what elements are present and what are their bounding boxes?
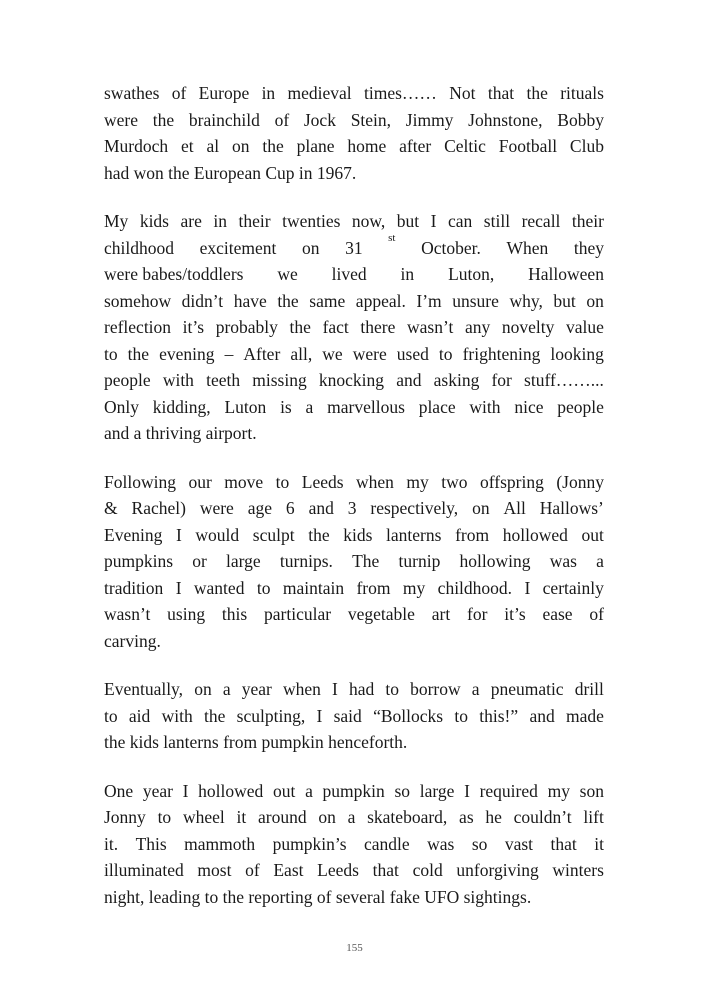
word: et: [181, 136, 194, 156]
word: had: [348, 679, 375, 699]
body-text: [104, 80, 604, 932]
text-line: had won the European Cup in 1967.: [104, 162, 357, 183]
word: large: [419, 780, 455, 801]
word: same: [309, 290, 346, 311]
word: can: [448, 211, 473, 231]
word: particular: [264, 604, 332, 624]
word: on: [318, 807, 336, 827]
word: when: [282, 679, 321, 699]
word: home: [347, 136, 387, 156]
word: lift: [583, 807, 604, 827]
word: value: [566, 317, 604, 337]
word: now,: [351, 211, 386, 231]
word: This: [135, 833, 167, 854]
word: October.: [421, 237, 481, 258]
word: brainchild: [188, 109, 260, 130]
word: kidding,: [152, 396, 211, 417]
word: Leeds: [317, 860, 359, 880]
word: Jonny: [104, 807, 146, 827]
word: nice: [514, 396, 544, 417]
word: used: [396, 343, 429, 364]
page-number: 155: [346, 942, 363, 954]
word: respectively,: [370, 498, 459, 518]
word: Evening: [104, 524, 163, 545]
word: Hallows’: [539, 498, 604, 518]
word: somehow: [104, 290, 172, 311]
word: Stein,: [350, 109, 392, 130]
word: would: [195, 524, 240, 545]
word: on: [472, 498, 490, 518]
word: turnip: [398, 551, 441, 571]
word: rituals: [560, 83, 604, 103]
text-line: [104, 804, 604, 831]
word: &: [104, 498, 118, 518]
word: a: [347, 807, 356, 827]
word: after: [399, 136, 432, 156]
paragraph: [104, 80, 604, 186]
word: why,: [509, 290, 543, 311]
word: reflection: [104, 317, 172, 337]
word: were: [352, 343, 387, 364]
text-line: [104, 831, 604, 858]
word: using: [167, 604, 206, 624]
word: didn’t: [181, 290, 224, 311]
text-line: [104, 231, 604, 262]
word: on: [301, 237, 320, 258]
word: Eventually,: [104, 679, 184, 699]
word: childhood: [104, 237, 174, 258]
text-line: [104, 469, 604, 496]
text-line: [104, 314, 604, 341]
word: so: [471, 833, 488, 854]
word: swathes: [104, 83, 160, 103]
word: The: [352, 551, 380, 571]
word: maintain: [282, 577, 345, 598]
word: pneumatic: [490, 679, 564, 699]
word: I: [175, 577, 182, 598]
paragraph: [104, 676, 604, 756]
word: certainly: [542, 577, 604, 598]
word: our: [188, 471, 212, 492]
word: and: [396, 370, 422, 390]
word: al: [206, 136, 220, 156]
word: from: [356, 577, 391, 598]
word: to: [104, 705, 118, 726]
word: son: [579, 780, 604, 801]
word: year: [241, 679, 272, 699]
word: couldn’t: [513, 807, 572, 827]
word: asking: [433, 370, 480, 390]
word: a: [596, 551, 604, 571]
word: the: [277, 290, 299, 311]
word: from: [455, 524, 490, 545]
word: my: [406, 471, 429, 492]
text-line: [104, 288, 604, 315]
ordinal-superscript: st: [388, 231, 396, 244]
word: it.: [104, 833, 119, 854]
word: East: [273, 860, 304, 880]
word: hollowed: [502, 524, 568, 545]
word: pumpkins: [104, 551, 174, 571]
word: (Jonny: [556, 471, 604, 492]
word: this!”: [479, 705, 519, 726]
word: as: [459, 807, 474, 827]
word: Halloween: [528, 264, 604, 284]
word: 31: [345, 237, 363, 258]
word: Club: [569, 136, 604, 156]
word: plane: [296, 136, 335, 156]
text-line: [104, 208, 604, 235]
text-line: [104, 778, 604, 805]
word: evening: [159, 343, 215, 364]
word: “Bollocks: [373, 705, 444, 726]
word: that: [372, 860, 399, 880]
word: to: [157, 807, 172, 827]
word: Football: [498, 136, 558, 156]
word: Johnstone,: [468, 109, 543, 130]
word: vast: [504, 833, 534, 854]
word: appeal.: [355, 290, 406, 311]
word: Leeds: [301, 471, 344, 492]
word: All: [503, 498, 526, 518]
word: the: [152, 109, 175, 130]
word: it: [236, 807, 247, 827]
word: were babes/toddlers: [104, 264, 244, 284]
word: that: [550, 833, 577, 854]
word: Only: [104, 396, 139, 417]
word: was: [427, 833, 455, 854]
word: times……: [364, 83, 437, 103]
word: offspring: [480, 471, 544, 492]
word: Murdoch: [104, 136, 169, 156]
word: borrow: [410, 679, 461, 699]
word: pumpkin’s: [272, 833, 347, 854]
word: said: [333, 705, 362, 726]
word: unforgiving: [456, 860, 539, 880]
word: marvellous: [327, 396, 405, 417]
word: childhood.: [437, 577, 513, 598]
text-line: [104, 548, 604, 575]
word: the: [308, 524, 330, 545]
word: I: [430, 211, 437, 231]
word: so: [394, 780, 411, 801]
word: a: [305, 396, 314, 417]
word: sculpting,: [236, 705, 306, 726]
text-line: [104, 133, 604, 160]
text-line: and a thriving airport.: [104, 423, 257, 443]
word: lanterns: [386, 524, 442, 545]
word: I: [316, 705, 323, 726]
word: year: [142, 780, 173, 801]
word: were: [104, 109, 139, 130]
word: was: [549, 551, 577, 571]
word: hollowing: [459, 551, 531, 571]
text-line: [104, 107, 604, 134]
text-line: [104, 703, 604, 730]
word: medieval: [287, 83, 352, 103]
word: age: [247, 498, 273, 518]
word: drill: [574, 679, 604, 699]
word: Not: [449, 83, 476, 103]
word: out: [581, 524, 604, 545]
word: it’s: [182, 317, 205, 337]
word: on: [232, 136, 250, 156]
word: place: [418, 396, 456, 417]
word: probably: [215, 317, 278, 337]
word: wasn’t: [104, 604, 151, 624]
word: were: [199, 498, 234, 518]
word: I: [524, 577, 531, 598]
word: Europe: [198, 83, 250, 103]
word: recall: [521, 211, 561, 231]
word: but: [396, 211, 420, 231]
word: when: [356, 471, 394, 492]
word: wasn’t: [407, 317, 454, 337]
word: are: [180, 211, 202, 231]
word: to: [385, 679, 399, 699]
word: and: [529, 705, 555, 726]
word: unsure: [452, 290, 499, 311]
word: of: [589, 604, 604, 624]
word: winters: [552, 860, 604, 880]
word: turnips.: [279, 551, 333, 571]
word: to: [275, 471, 290, 492]
word: for: [491, 370, 512, 390]
word: looking: [550, 343, 604, 364]
word: tradition: [104, 577, 164, 598]
word: with: [469, 396, 501, 417]
word: hollowed: [198, 780, 264, 801]
word: and: [308, 498, 334, 518]
word: Luton: [224, 396, 267, 417]
word: excitement: [199, 237, 277, 258]
text-line: [104, 676, 604, 703]
word: to: [438, 343, 453, 364]
word: a: [471, 679, 480, 699]
text-line: [104, 522, 604, 549]
word: aid: [128, 705, 151, 726]
word: Jimmy: [405, 109, 454, 130]
text-line: [104, 261, 604, 288]
word: mammoth: [184, 833, 256, 854]
word: for: [467, 604, 488, 624]
word: sculpt: [252, 524, 295, 545]
word: people: [557, 396, 604, 417]
word: kids: [343, 524, 373, 545]
word: After: [243, 343, 281, 364]
word: on: [194, 679, 212, 699]
word: skateboard,: [367, 807, 448, 827]
word: vegetable: [347, 604, 415, 624]
word: lived: [331, 264, 367, 284]
word: a: [222, 679, 231, 699]
word: in: [213, 211, 227, 231]
word: Celtic: [444, 136, 486, 156]
word: of: [245, 860, 260, 880]
word: with: [162, 370, 194, 390]
word: illuminated: [104, 860, 184, 880]
word: their: [571, 211, 604, 231]
word: to: [256, 577, 271, 598]
word: 3: [347, 498, 357, 518]
text-line: [104, 394, 604, 421]
word: two: [441, 471, 468, 492]
word: I: [182, 780, 189, 801]
word: to: [454, 705, 468, 726]
word: but: [553, 290, 576, 311]
word: on: [586, 290, 604, 311]
word: stuff……...: [524, 370, 604, 390]
word: with: [161, 705, 193, 726]
word: wheel: [182, 807, 225, 827]
paragraph: [104, 778, 604, 911]
word: around: [257, 807, 307, 827]
word: my: [547, 780, 570, 801]
word: novelty: [501, 317, 555, 337]
word: we: [277, 264, 298, 284]
word: they: [573, 237, 604, 258]
word: I: [332, 679, 338, 699]
word: the: [203, 705, 226, 726]
word: Jock: [303, 109, 336, 130]
word: the: [526, 83, 548, 103]
word: required: [479, 780, 538, 801]
text-line: the kids lanterns from pumpkin henceforth.: [104, 732, 408, 752]
word: fact: [322, 317, 349, 337]
word: he: [485, 807, 502, 827]
word: candle: [363, 833, 410, 854]
word: a: [305, 780, 313, 801]
word: 6: [285, 498, 295, 518]
word: pumpkin: [322, 780, 385, 801]
word: the: [289, 317, 311, 337]
word: teeth: [206, 370, 241, 390]
word: When: [506, 237, 549, 258]
text-line: carving.: [104, 630, 161, 651]
word: frightening: [462, 343, 541, 364]
word: most: [197, 860, 232, 880]
word: Bobby: [557, 109, 604, 130]
word: knocking: [318, 370, 385, 390]
text-line: [104, 575, 604, 602]
word: have: [233, 290, 267, 311]
word: wanted: [193, 577, 245, 598]
word: any: [465, 317, 491, 337]
word: of: [274, 109, 290, 130]
word: still: [483, 211, 511, 231]
word: I’m: [416, 290, 442, 311]
word: the: [262, 136, 284, 156]
paragraph: [104, 469, 604, 655]
text-line: [104, 341, 604, 368]
word: it’s: [504, 604, 526, 624]
word: my: [402, 577, 426, 598]
word: ease: [542, 604, 573, 624]
word: One: [104, 780, 134, 801]
word: Rachel): [131, 498, 186, 518]
word: My: [104, 211, 129, 231]
text-line: [104, 495, 604, 522]
word: people: [104, 370, 151, 390]
word: of: [171, 83, 187, 103]
word: move: [224, 471, 264, 492]
word: to: [104, 343, 118, 364]
text-line: [104, 601, 604, 628]
word: is: [280, 396, 292, 417]
word: I: [175, 524, 182, 545]
word: art: [431, 604, 451, 624]
word: out: [273, 780, 296, 801]
word: this: [221, 604, 248, 624]
word: their: [238, 211, 271, 231]
paragraph: [104, 208, 604, 447]
word: we: [322, 343, 343, 364]
word: twenties: [282, 211, 341, 231]
word: large: [226, 551, 261, 571]
word: –: [224, 343, 234, 364]
word: made: [566, 705, 604, 726]
text-line: [104, 80, 604, 107]
word: all,: [290, 343, 313, 364]
text-line: [104, 857, 604, 884]
word: cold: [412, 860, 443, 880]
word: Following: [104, 471, 176, 492]
word: missing: [252, 370, 307, 390]
word: in: [400, 264, 415, 284]
text-line: night, leading to the reporting of several fake UFO sightings.: [104, 886, 532, 907]
word: kids: [139, 211, 169, 231]
word: there: [360, 317, 396, 337]
word: that: [487, 83, 515, 103]
word: I: [464, 780, 470, 801]
word: or: [192, 551, 207, 571]
word: it: [594, 833, 604, 854]
word: in: [261, 83, 276, 103]
text-line: [104, 367, 604, 394]
word: the: [127, 343, 150, 364]
word: Luton,: [448, 264, 495, 284]
